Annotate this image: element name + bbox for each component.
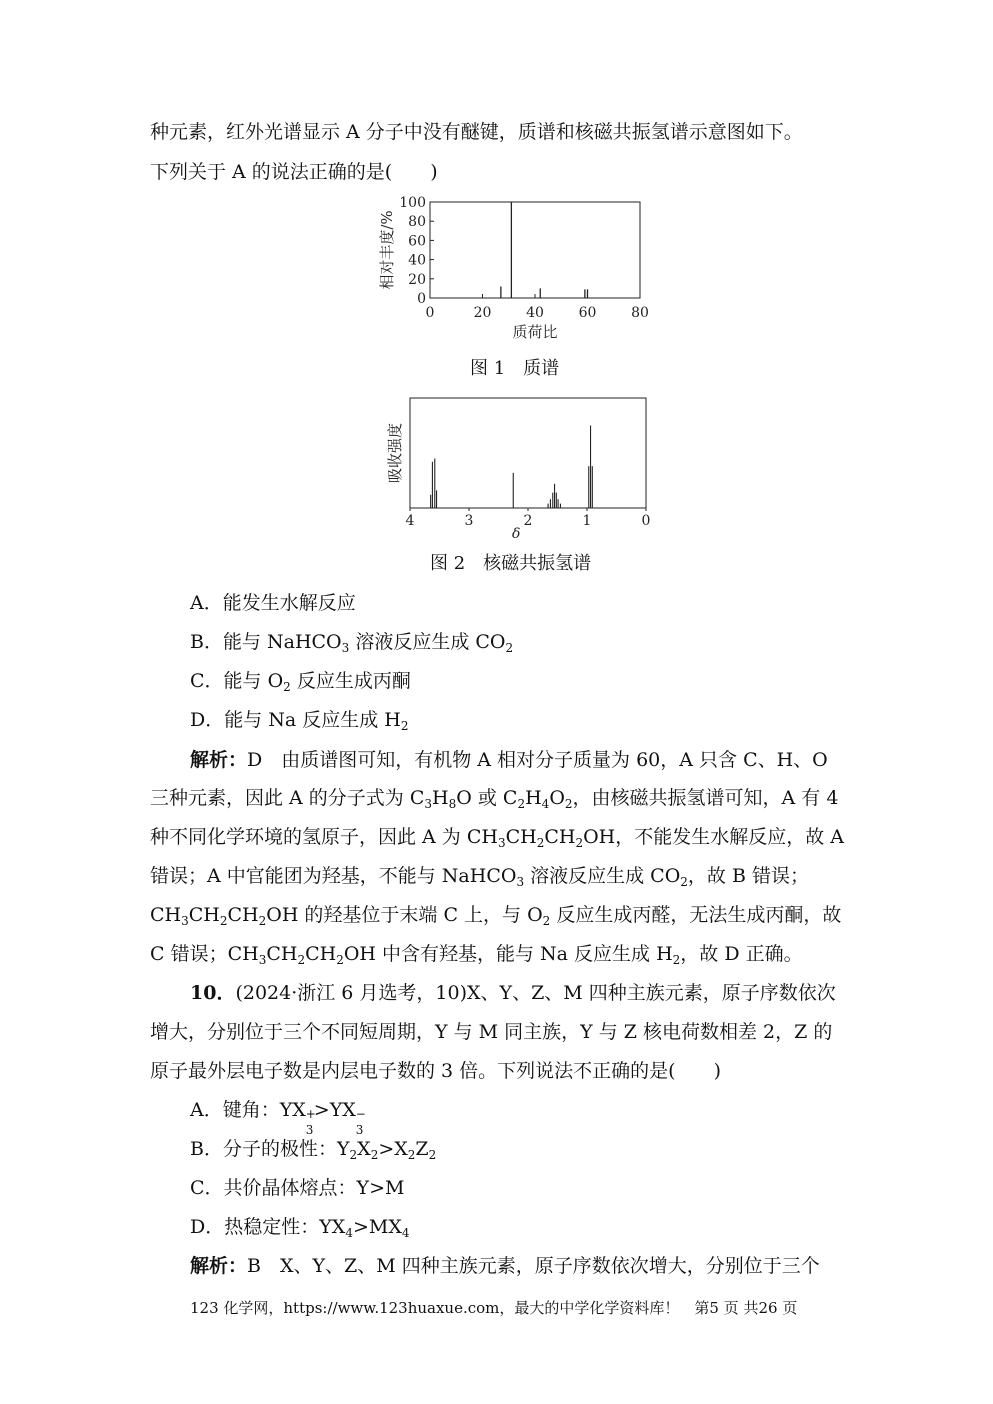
page-footer: 123 化学网，https://www.123huaxue.com，最大的中学化学资料库！ 第5 页 共26 页: [190, 1299, 798, 1317]
mass-spectrum-chart: [370, 196, 660, 346]
x-tick-label: 80: [631, 305, 649, 321]
x-tick-label: 2: [523, 513, 533, 529]
analysis-line-3: 种不同化学环境的氢原子，因此 A 为 $CH_3CH_2CH_2OH$，不能发生水解反应，故 A: [150, 826, 845, 850]
y-tick-label: 0: [417, 291, 426, 307]
question-10-line-3: 原子最外层电子数是内层电子数的 3 倍。下列说法不正确的是( ): [150, 1060, 721, 1082]
question-intro-line-1: 种元素，红外光谱显示 A 分子中没有醚键，质谱和核磁共振氢谱示意图如下。: [150, 121, 803, 143]
option-a: A．能发生水解反应: [190, 592, 356, 614]
question-number: 10．: [190, 982, 236, 1004]
q10-option-c: C．共价晶体熔点：Y>M: [190, 1177, 405, 1199]
x-axis-label: δ: [511, 526, 521, 540]
plot-frame: [410, 398, 646, 508]
q10-analysis-line-1: 解析：B X、Y、Z、M 四种主族元素，原子序数依次增大，分别位于三个: [190, 1255, 820, 1277]
q10-option-d: D．热稳定性：$YX_4>MX_4$: [190, 1216, 410, 1240]
option-d: D．能与 Na 反应生成 $H_2$: [190, 709, 409, 733]
plot-frame: [430, 202, 640, 298]
analysis-line-6: C 错误；$CH_3CH_2CH_2OH$ 中含有羟基，能与 Na 反应生成 $H_2$，故 D 正确。: [150, 943, 803, 967]
x-tick-label: 0: [641, 513, 651, 529]
question-10-line-1: 10．(2024·浙江 6 月选考，10)X、Y、Z、M 四种主族元素，原子序数依次: [190, 982, 836, 1004]
x-tick-label: 60: [578, 305, 597, 321]
x-tick-label: 20: [473, 305, 492, 321]
q10-option-a: A．键角：YX + 3 >YX − 3: [190, 1099, 366, 1137]
y-tick-label: 40: [408, 252, 426, 269]
y-tick-label: 60: [408, 233, 426, 250]
x-tick-label: 4: [405, 513, 415, 529]
x-axis-label: 质荷比: [512, 323, 558, 341]
y-tick-label: 80: [408, 214, 426, 231]
x-tick-label: 1: [582, 513, 592, 529]
option-c: C．能与 $O_2$ 反应生成丙酮: [190, 670, 411, 694]
analysis-line-1: 解析：D 由质谱图可知，有机物 A 相对分子质量为 60，A 只含 C、H、O: [190, 749, 828, 771]
y-tick-label: 20: [408, 271, 426, 288]
option-b: B．能与 NaHCO$_3$ 溶液反应生成 $CO_2$: [190, 631, 514, 655]
nmr-spectrum-chart: [380, 392, 670, 540]
question-10-line-2: 增大，分别位于三个不同短周期，Y 与 M 同主族，Y 与 Z 核电荷数相差 2，Z 的: [150, 1021, 833, 1043]
analysis-line-5: $CH_3CH_2CH_2OH$ 的羟基位于末端 C 上，与 $O_2$ 反应生成丙醛，无法生成丙酮，故: [150, 904, 842, 928]
analysis-line-2: 三种元素，因此 A 的分子式为 $C_3H_8O$ 或 $C_2H_4O_2$，由核磁共振氢谱可知，A 有 4: [150, 787, 839, 811]
x-tick-label: 40: [526, 305, 544, 321]
y-axis-label: 吸收强度: [386, 422, 404, 484]
q10-option-b: B．分子的极性：$Y_2X_2>X_2Z_2$: [190, 1138, 437, 1162]
question-intro-line-2: 下列关于 A 的说法正确的是( ): [150, 161, 438, 183]
y-axis-label: 相对丰度/%: [378, 210, 396, 290]
x-tick-label: 3: [464, 513, 474, 529]
x-tick-label: 0: [425, 305, 435, 321]
figure-2-caption: 图 2 核磁共振氢谱: [430, 553, 592, 574]
y-tick-label: 100: [399, 196, 426, 211]
figure-1-caption: 图 1 质谱: [470, 358, 560, 379]
analysis-line-4: 错误；A 中官能团为羟基，不能与 NaHCO$_3$ 溶液反应生成 $CO_2$，故 B 错误；: [150, 865, 809, 889]
